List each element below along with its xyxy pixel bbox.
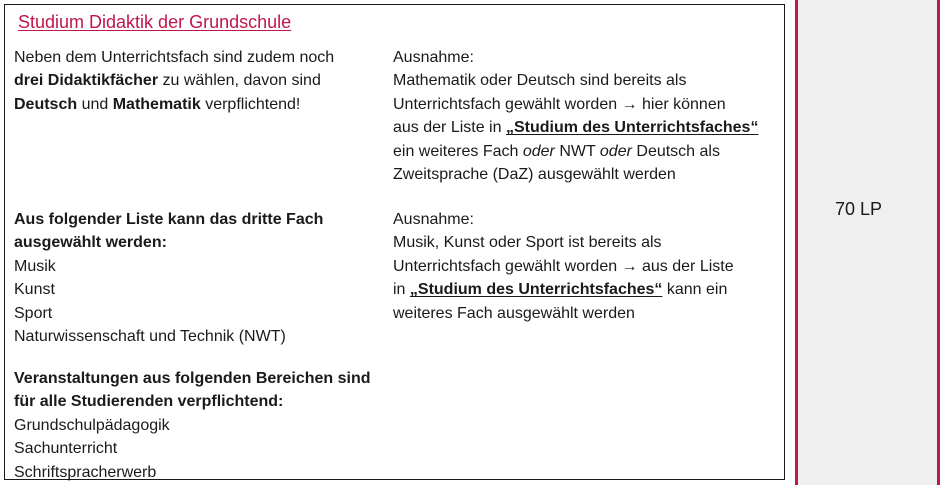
intro-bold-mathematik: Mathematik: [112, 95, 201, 113]
third-subject-heading-1: Aus folgender Liste kann das dritte Fach: [14, 211, 324, 228]
list-item: Schriftspracherwerb: [14, 463, 157, 481]
exception-1-line-3: aus der Liste in „Studium des Unterrichtsfaches“: [393, 119, 759, 137]
exception-1-line-2: Unterrichtsfach gewählt worden → hier können: [393, 95, 726, 113]
exception-2-line-2: Unterrichtsfach gewählt worden → aus der Liste: [393, 257, 734, 275]
credit-points: 70 LP: [835, 199, 883, 219]
exception-1-line-4: ein weiteres Fach oder NWT oder Deutsch als: [393, 142, 720, 160]
third-subject-heading-2: ausgewählt werden:: [14, 234, 167, 252]
credits-panel: [795, 0, 940, 485]
list-item: Sachunterricht: [14, 440, 118, 458]
list-item: Sport: [14, 304, 53, 322]
required-heading-2: für alle Studierenden verpflichtend:: [14, 393, 284, 411]
exception-2-line-1: Musik, Kunst oder Sport ist bereits als: [393, 234, 662, 252]
exception-1-line-5: Zweitsprache (DaZ) ausgewählt werden: [393, 166, 676, 184]
exception-1: [393, 46, 758, 186]
list-item: Musik: [14, 257, 56, 275]
exception-2-line-3: in „Studium des Unterrichtsfaches“ kann ein: [393, 281, 728, 299]
exception-2-heading: Ausnahme:: [393, 211, 474, 228]
list-item: Grundschulpädagogik: [14, 416, 170, 434]
list-item: Naturwissenschaft und Technik (NWT): [14, 328, 286, 346]
exception-2: [393, 208, 734, 325]
subject-study-reference: „Studium des Unterrichtsfaches“: [409, 281, 663, 299]
list-item: Kunst: [14, 281, 55, 299]
intro-line-3: Deutsch und Mathematik verpflichtend!: [14, 95, 301, 113]
exception-2-line-4: weiteres Fach ausgewählt werden: [393, 304, 635, 322]
page-title: Studium Didaktik der Grundschule: [18, 12, 292, 32]
subject-study-reference: „Studium des Unterrichtsfaches“: [505, 119, 759, 137]
exception-1-heading: Ausnahme:: [393, 49, 474, 66]
intro-bold-deutsch: Deutsch: [14, 95, 78, 113]
content-box: [4, 4, 785, 480]
intro-paragraph: [14, 46, 334, 116]
required-heading-1: Veranstaltungen aus folgenden Bereichen sind: [14, 370, 371, 387]
required-section: [14, 367, 371, 484]
third-subject-section: [14, 208, 323, 348]
exception-1-line-1: Mathematik oder Deutsch sind bereits als: [393, 72, 687, 90]
intro-line-1: Neben dem Unterrichtsfach sind zudem noch: [14, 49, 335, 66]
intro-bold-didactics: drei Didaktikfächer: [14, 72, 159, 90]
intro-line-2: drei Didaktikfächer zu wählen, davon sind: [14, 72, 321, 90]
